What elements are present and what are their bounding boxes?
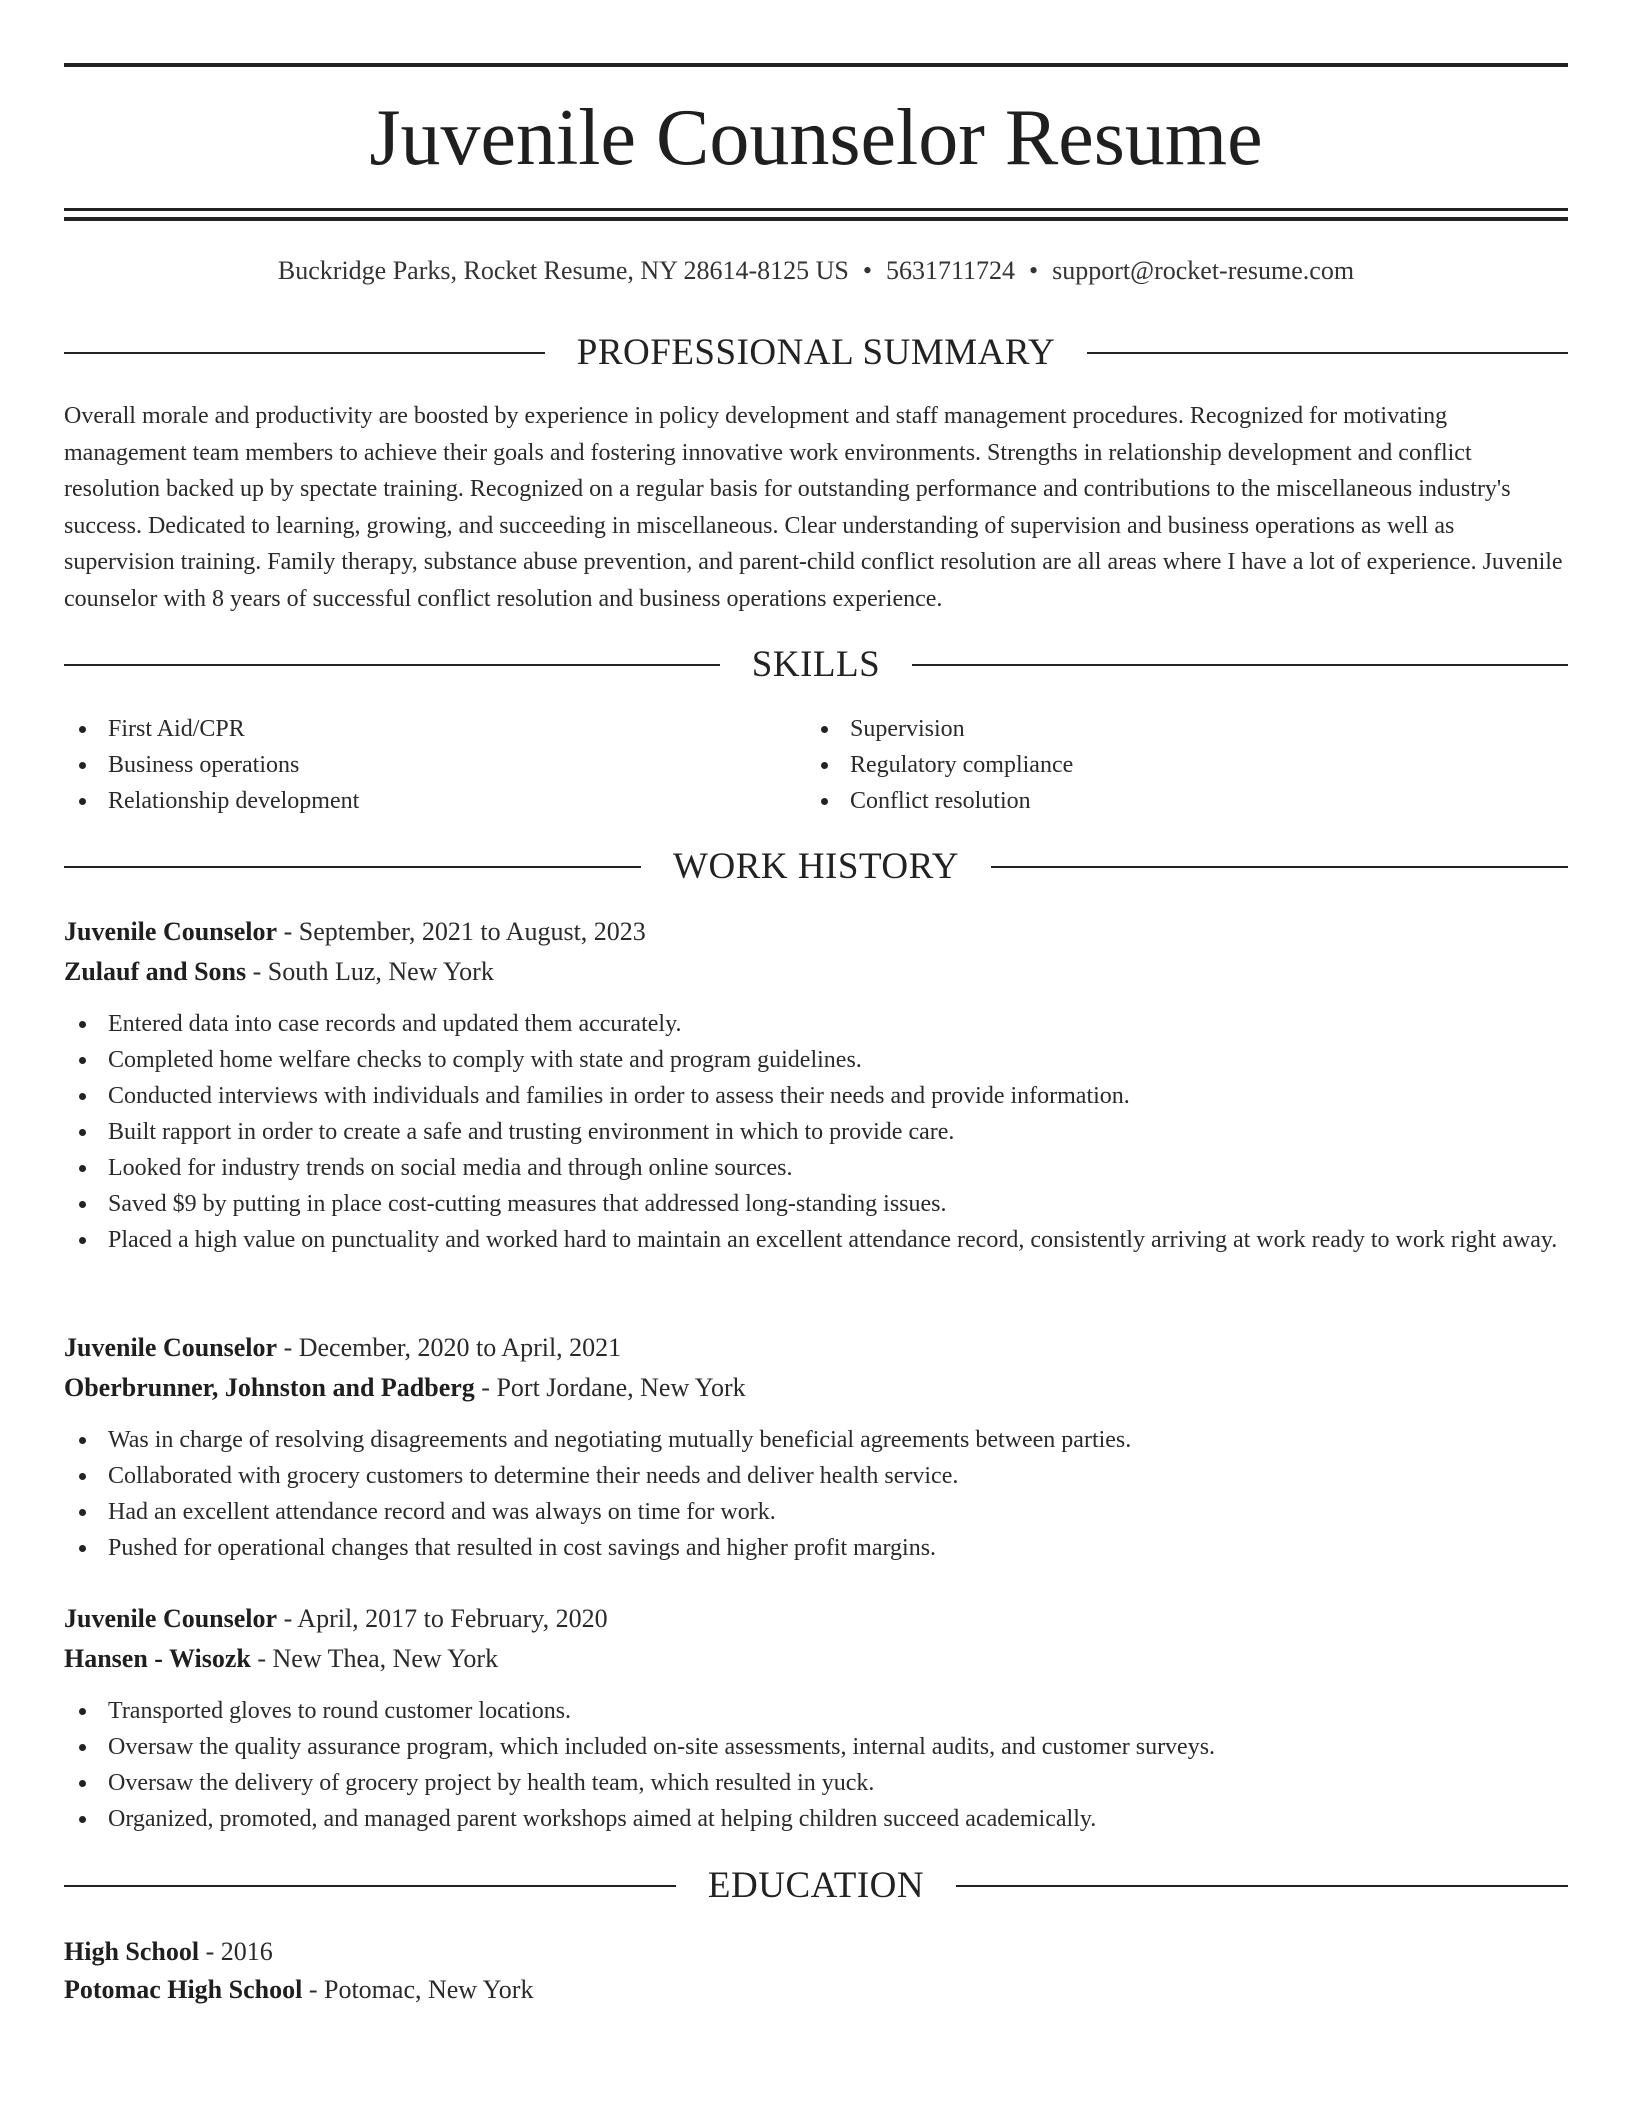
job-company: Oberbrunner, Johnston and Padberg [64, 1373, 475, 1402]
job-duty: Organized, promoted, and managed parent workshops aimed at helping children succeed academically. [64, 1801, 1568, 1837]
job-company: Zulauf and Sons [64, 957, 247, 986]
contact-line [64, 253, 1568, 289]
heading-rule [912, 664, 1568, 666]
skill-item: Business operations [64, 747, 806, 783]
contact-separator: • [1029, 256, 1039, 285]
section-title: SKILLS [751, 644, 881, 685]
job-entry [64, 1328, 1568, 1566]
job-title-line [64, 1328, 1568, 1368]
heading-rule [64, 1885, 676, 1887]
education-school: Potomac High School [64, 1975, 303, 2004]
contact-email: support@rocket-resume.com [1052, 256, 1355, 285]
education-location: - Potomac, New York [302, 1975, 534, 2004]
job-title-line [64, 1599, 1568, 1639]
job-duty: Transported gloves to round customer locations. [64, 1693, 1568, 1729]
education-degree: High School [64, 1937, 200, 1966]
section-heading-summary [64, 331, 1568, 375]
education-school-line [64, 1971, 1568, 2009]
job-company: Hansen - Wisozk [64, 1644, 251, 1673]
job-duty: Built rapport in order to create a safe and trusting environment in which to provide care. [64, 1114, 1568, 1150]
section-heading-work [64, 845, 1568, 889]
heading-rule [1087, 352, 1568, 354]
job-title: Juvenile Counselor [64, 1604, 278, 1633]
job-entry [64, 1599, 1568, 1837]
job-duty: Saved $9 by putting in place cost-cutting measures that addressed long-standing issues. [64, 1186, 1568, 1222]
skill-item: Regulatory compliance [806, 747, 1548, 783]
job-entry [64, 912, 1568, 1258]
education-year: - 2016 [199, 1937, 273, 1966]
job-duties [64, 1693, 1568, 1837]
job-duty: Was in charge of resolving disagreements and negotiating mutually beneficial agreements between parties. [64, 1422, 1568, 1458]
job-duties [64, 1422, 1568, 1566]
skill-item: Conflict resolution [806, 783, 1548, 819]
skill-item: First Aid/CPR [64, 711, 806, 747]
skills-list [64, 711, 1568, 819]
job-title-line [64, 912, 1568, 952]
section-title: WORK HISTORY [673, 846, 959, 887]
contact-phone: 5631711724 [886, 256, 1016, 285]
job-location: - Port Jordane, New York [474, 1373, 746, 1402]
job-duty: Conducted interviews with individuals and families in order to assess their needs and provide information. [64, 1078, 1568, 1114]
job-title: Juvenile Counselor [64, 1333, 278, 1362]
job-duty: Completed home welfare checks to comply with state and program guidelines. [64, 1042, 1568, 1078]
job-duty: Oversaw the delivery of grocery project by health team, which resulted in yuck. [64, 1765, 1568, 1801]
job-duty: Oversaw the quality assurance program, which included on-site assessments, internal audits, and customer surveys. [64, 1729, 1568, 1765]
section-title: EDUCATION [707, 1865, 925, 1906]
heading-rule [64, 352, 545, 354]
job-dates: - December, 2020 to April, 2021 [277, 1333, 622, 1362]
contact-separator: • [862, 256, 872, 285]
heading-rule [64, 866, 641, 868]
job-duty: Had an excellent attendance record and was always on time for work. [64, 1494, 1568, 1530]
job-location: - New Thea, New York [250, 1644, 499, 1673]
contact-address: Buckridge Parks, Rocket Resume, NY 28614-8125 US [277, 256, 849, 285]
job-dates: - September, 2021 to August, 2023 [277, 917, 646, 946]
top-rule [64, 63, 1568, 67]
summary-text: Overall morale and productivity are boosted by experience in policy development and staff management procedures. Recognized for motivating management team members to achieve their goals and fostering innovative work environments. Strengths in relationship development and conflict resolution backed up by spectate training. Recognized on a regular basis for outstanding performance and contributions to the miscellaneous industry's success. Dedicated to learning, growing, and succeeding in miscellaneous. Clear understanding of supervision and business operations as well as supervision training. Family therapy, substance abuse prevention, and parent-child conflict resolution are all areas where I have a lot of experience. Juvenile counselor with 8 years of successful conflict resolution and business operations experience. [64, 403, 1563, 612]
skills-column-right [806, 711, 1548, 819]
job-duties [64, 1006, 1568, 1258]
section-heading-education [64, 1864, 1568, 1908]
job-duty: Pushed for operational changes that resulted in cost savings and higher profit margins. [64, 1530, 1568, 1566]
job-dates: - April, 2017 to February, 2020 [277, 1604, 608, 1633]
job-location: - South Luz, New York [246, 957, 494, 986]
section-title: PROFESSIONAL SUMMARY [576, 332, 1056, 373]
heading-rule [991, 866, 1568, 868]
job-duty: Placed a high value on punctuality and worked hard to maintain an excellent attendance record, consistently arriving at work ready to work right away. [64, 1222, 1568, 1258]
skill-item: Supervision [806, 711, 1548, 747]
job-duty: Entered data into case records and updated them accurately. [64, 1006, 1568, 1042]
skills-column-left [64, 711, 806, 819]
skill-item: Relationship development [64, 783, 806, 819]
education-entry [64, 1933, 1568, 2009]
job-duty: Collaborated with grocery customers to determine their needs and deliver health service. [64, 1458, 1568, 1494]
job-company-line [64, 952, 1568, 992]
heading-rule [956, 1885, 1568, 1887]
job-duty: Looked for industry trends on social media and through online sources. [64, 1150, 1568, 1186]
resume-title: Juvenile Counselor Resume [369, 94, 1263, 182]
job-title: Juvenile Counselor [64, 917, 278, 946]
education-degree-line [64, 1933, 1568, 1971]
section-heading-skills [64, 643, 1568, 687]
job-company-line [64, 1639, 1568, 1679]
heading-rule [64, 664, 720, 666]
job-company-line [64, 1368, 1568, 1408]
title-double-rule [64, 208, 1568, 221]
